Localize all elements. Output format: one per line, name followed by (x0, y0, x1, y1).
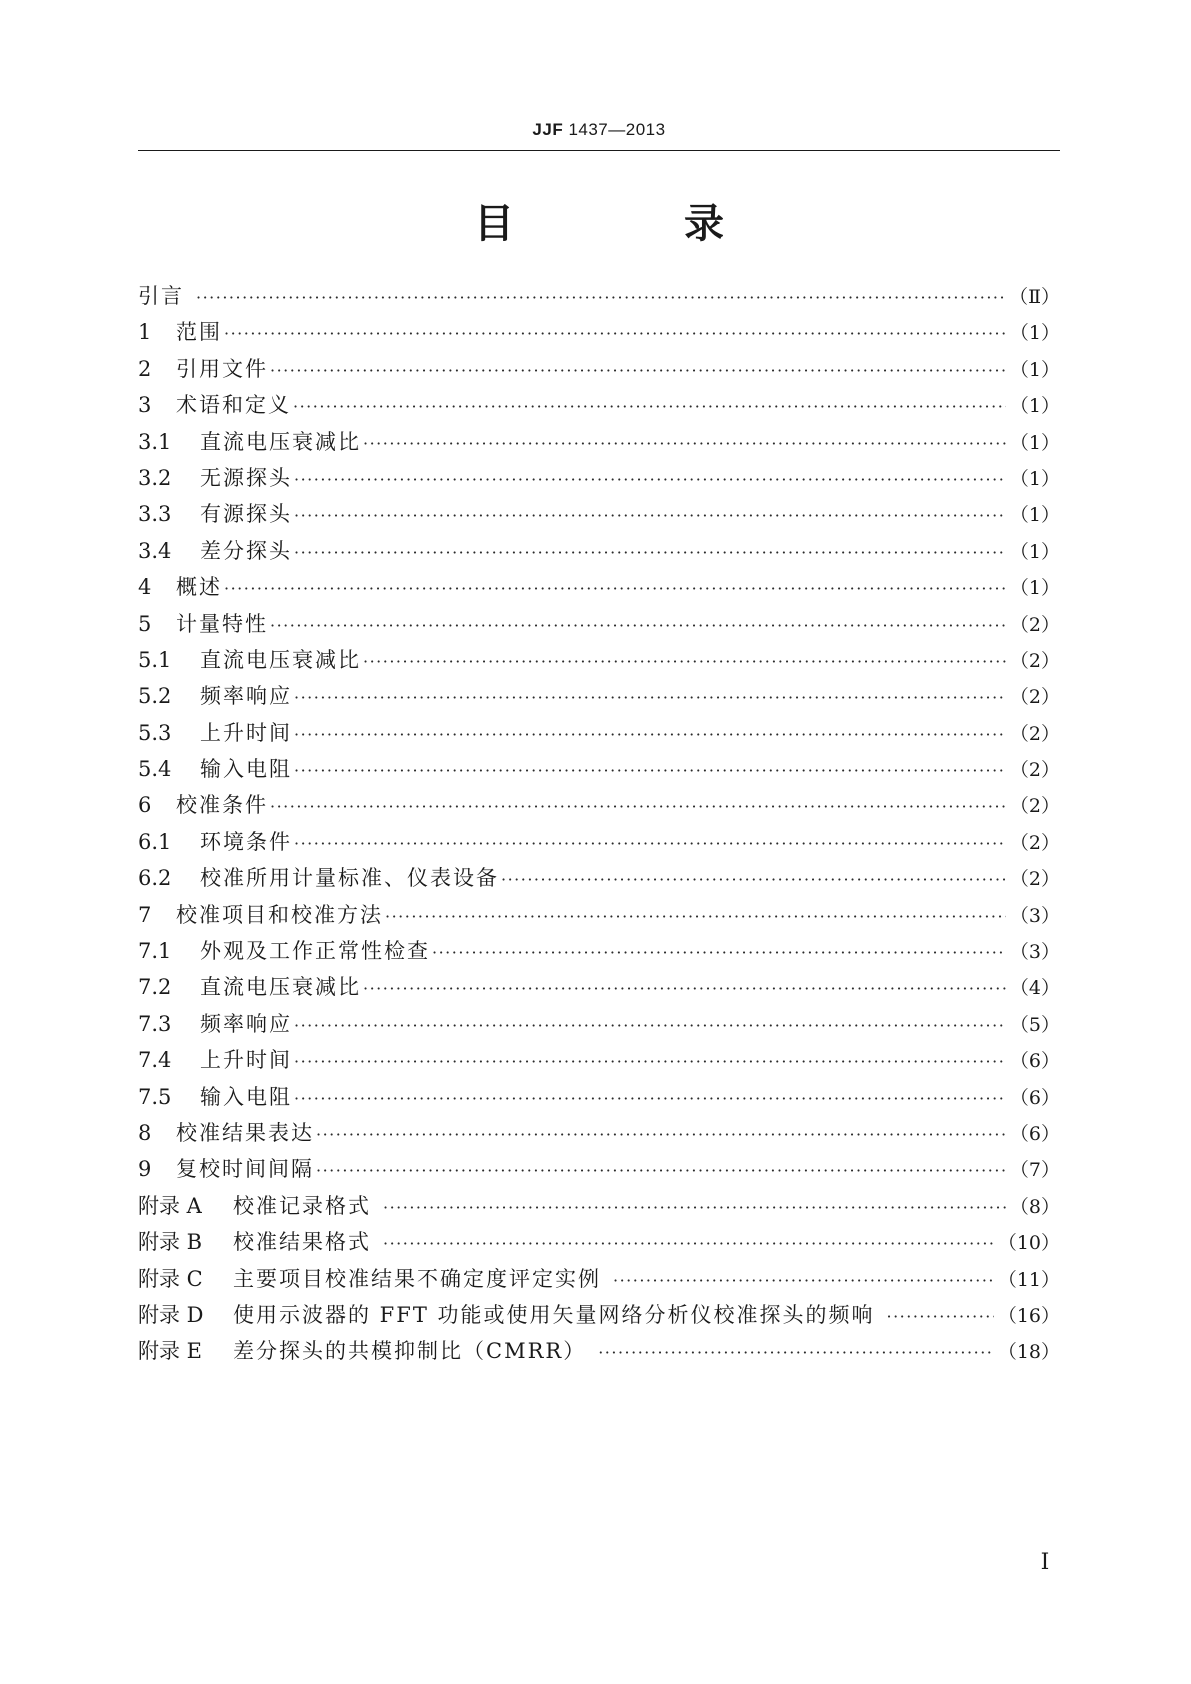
toc-entry-title: 引用文件 (176, 356, 268, 381)
toc-entry-page: （7） (1009, 1159, 1060, 1182)
toc-entry-number: 2 (138, 356, 152, 381)
toc-entry-number: 1 (138, 320, 152, 345)
toc-entry-title: 直流电压衰减比 (200, 429, 361, 454)
dot-leader (294, 1008, 1006, 1044)
dot-leader (294, 535, 1006, 571)
toc-entry-page: （2） (1009, 868, 1060, 891)
toc-title: 目 录 (474, 201, 802, 247)
toc-entry-title: 上升时间 (200, 1048, 292, 1073)
toc-entry[interactable] (138, 1333, 1060, 1369)
toc-entry-page: （2） (1009, 649, 1060, 672)
toc-entry-page: （2） (1009, 722, 1060, 745)
toc-entry-page: （3） (1009, 941, 1060, 964)
toc-entry-number: 7.5 (138, 1084, 172, 1109)
toc-entry[interactable] (138, 496, 1060, 532)
toc-entry-page: （2） (1009, 831, 1060, 854)
toc-entry-title: 无源探头 (200, 465, 292, 490)
dot-leader (294, 753, 1006, 789)
toc-entry[interactable] (138, 1188, 1060, 1224)
toc-entry-title: 校准所用计量标准、仪表设备 (200, 866, 499, 891)
toc-entry-number: 5.1 (138, 647, 172, 672)
toc-entry-page: （Ⅱ） (1009, 286, 1060, 308)
toc-entry-number: 附录 B (138, 1230, 203, 1255)
toc-entry[interactable] (138, 424, 1060, 460)
toc-entry-page: （4） (1009, 977, 1060, 1000)
toc-entry-page: （1） (1009, 577, 1060, 600)
toc-entry-title: 频率响应 (200, 684, 292, 709)
toc-entry-number: 5.4 (138, 757, 172, 782)
toc-entry-number: 6.1 (138, 829, 172, 854)
toc-entry-number: 3 (138, 393, 152, 418)
toc-entry-title: 术语和定义 (176, 393, 291, 418)
table-of-contents (138, 278, 1060, 1370)
toc-entry-number: 附录 E (138, 1339, 203, 1364)
toc-entry[interactable] (138, 606, 1060, 642)
toc-entry-page: （8） (1009, 1195, 1060, 1218)
standard-number: 1437—2013 (568, 120, 666, 139)
toc-entry[interactable] (138, 1115, 1060, 1151)
toc-entry-page: （6） (1009, 1086, 1060, 1109)
toc-entry-page: （1） (1009, 358, 1060, 381)
toc-entry[interactable] (138, 1151, 1060, 1187)
dot-leader (270, 789, 1006, 825)
toc-entry-title: 校准项目和校准方法 (176, 902, 383, 927)
toc-entry-page: （18） (997, 1341, 1060, 1364)
toc-entry-title: 有源探头 (200, 502, 292, 527)
dot-leader (294, 826, 1006, 862)
toc-entry-page: （2） (1009, 759, 1060, 782)
toc-entry-number: 5.2 (138, 684, 172, 709)
toc-entry-number: 8 (138, 1120, 152, 1145)
dot-leader (363, 426, 1006, 462)
toc-entry[interactable] (138, 1006, 1060, 1042)
toc-entry-title: 校准条件 (176, 793, 268, 818)
toc-entry[interactable] (138, 314, 1060, 350)
toc-entry-page: （10） (997, 1232, 1060, 1255)
toc-entry[interactable] (138, 678, 1060, 714)
dot-leader (294, 498, 1006, 534)
toc-entry[interactable] (138, 533, 1060, 569)
toc-entry-title: 环境条件 (200, 829, 292, 854)
dot-leader (294, 1081, 1006, 1117)
toc-entry-number: 4 (138, 575, 152, 600)
toc-entry[interactable] (138, 715, 1060, 751)
toc-entry-number: 7.1 (138, 939, 172, 964)
toc-entry-title: 校准结果格式 (233, 1230, 371, 1255)
toc-entry-page: （11） (997, 1268, 1060, 1291)
dot-leader (432, 935, 1006, 971)
toc-entry-number: 5.3 (138, 720, 172, 745)
toc-entry[interactable] (138, 351, 1060, 387)
toc-entry-title: 直流电压衰减比 (200, 647, 361, 672)
dot-leader (363, 971, 1006, 1007)
toc-entry[interactable] (138, 787, 1060, 823)
toc-entry-title: 外观及工作正常性检查 (200, 939, 430, 964)
dot-leader (293, 389, 1006, 425)
toc-entry[interactable] (138, 751, 1060, 787)
page-number: I (1040, 1550, 1050, 1575)
dot-leader (316, 1153, 1006, 1189)
toc-entry-number: 3.1 (138, 429, 172, 454)
toc-entry-number: 附录 C (138, 1266, 203, 1291)
toc-entry[interactable] (138, 824, 1060, 860)
toc-entry-title: 校准记录格式 (233, 1193, 371, 1218)
dot-leader (224, 571, 1006, 607)
toc-entry-page: （2） (1009, 795, 1060, 818)
toc-entry[interactable] (138, 569, 1060, 605)
toc-entry[interactable] (138, 1224, 1060, 1260)
toc-entry-page: （6） (1009, 1050, 1060, 1073)
dot-leader (613, 1263, 994, 1299)
dot-leader (316, 1117, 1006, 1153)
toc-entry[interactable] (138, 1297, 1060, 1333)
toc-entry[interactable] (138, 860, 1060, 896)
dot-leader (294, 462, 1006, 498)
toc-entry-title: 差分探头 (200, 538, 292, 563)
toc-entry[interactable] (138, 969, 1060, 1005)
dot-leader (294, 1044, 1006, 1080)
dot-leader (294, 680, 1006, 716)
toc-entry-page: （1） (1009, 431, 1060, 454)
dot-leader (270, 608, 1006, 644)
toc-entry-number: 7 (138, 902, 152, 927)
toc-entry-title: 使用示波器的 FFT 功能或使用矢量网络分析仪校准探头的频响 (233, 1302, 875, 1327)
toc-entry-number: 5 (138, 611, 152, 636)
toc-entry-number: 3.3 (138, 502, 172, 527)
toc-entry-number: 7.2 (138, 975, 172, 1000)
toc-entry-title: 输入电阻 (200, 1084, 292, 1109)
toc-entry-title: 差分探头的共模抑制比（CMRR） (233, 1339, 587, 1364)
toc-entry-number: 7.3 (138, 1011, 172, 1036)
toc-entry[interactable] (138, 387, 1060, 423)
toc-entry-page: （2） (1009, 613, 1060, 636)
toc-entry[interactable] (138, 460, 1060, 496)
header-rule (138, 150, 1060, 151)
dot-leader (383, 1226, 994, 1262)
toc-entry-title: 主要项目校准结果不确定度评定实例 (233, 1266, 601, 1291)
toc-entry-page: （1） (1009, 395, 1060, 418)
toc-entry-page: （3） (1009, 904, 1060, 927)
toc-entry-page: （16） (997, 1304, 1060, 1327)
toc-entry-number: 附录 A (138, 1193, 202, 1218)
toc-entry-title: 复校时间间隔 (176, 1157, 314, 1182)
toc-entry-title: 计量特性 (176, 611, 268, 636)
toc-entry[interactable] (138, 1042, 1060, 1078)
toc-entry-page: （5） (1009, 1013, 1060, 1036)
toc-entry-page: （1） (1009, 504, 1060, 527)
toc-entry-number: 6.2 (138, 866, 172, 891)
dot-leader (363, 644, 1006, 680)
toc-entry-title: 校准结果表达 (176, 1120, 314, 1145)
dot-leader (383, 1190, 1006, 1226)
toc-entry[interactable] (138, 897, 1060, 933)
dot-leader (501, 862, 1006, 898)
toc-entry[interactable] (138, 1261, 1060, 1297)
dot-leader (385, 899, 1006, 935)
running-header (138, 120, 1060, 140)
toc-entry-title: 范围 (176, 320, 222, 345)
dot-leader (224, 316, 1006, 352)
standard-prefix: JJF (532, 120, 564, 139)
toc-entry-title: 直流电压衰减比 (200, 975, 361, 1000)
toc-entry-number: 3.2 (138, 465, 172, 490)
dot-leader (270, 353, 1006, 389)
toc-entry-page: （6） (1009, 1122, 1060, 1145)
toc-entry[interactable] (138, 1079, 1060, 1115)
toc-entry-title: 概述 (176, 575, 222, 600)
toc-entry-title: 频率响应 (200, 1011, 292, 1036)
toc-entry-title: 引言 (138, 284, 184, 308)
dot-leader (887, 1299, 994, 1335)
dot-leader (598, 1335, 994, 1371)
toc-entry-number: 9 (138, 1157, 152, 1182)
toc-entry-title: 输入电阻 (200, 757, 292, 782)
toc-entry-number: 附录 D (138, 1302, 204, 1327)
dot-leader (294, 717, 1006, 753)
toc-entry-title: 上升时间 (200, 720, 292, 745)
toc-entry-number: 3.4 (138, 538, 172, 563)
toc-entry-number: 7.4 (138, 1048, 172, 1073)
toc-entry-page: （1） (1009, 322, 1060, 345)
toc-entry[interactable] (138, 278, 1060, 314)
toc-entry-number: 6 (138, 793, 152, 818)
dot-leader (196, 280, 1005, 316)
toc-entry-page: （2） (1009, 686, 1060, 709)
toc-entry[interactable] (138, 642, 1060, 678)
toc-entry-page: （1） (1009, 467, 1060, 490)
toc-entry[interactable] (138, 933, 1060, 969)
toc-entry-page: （1） (1009, 540, 1060, 563)
